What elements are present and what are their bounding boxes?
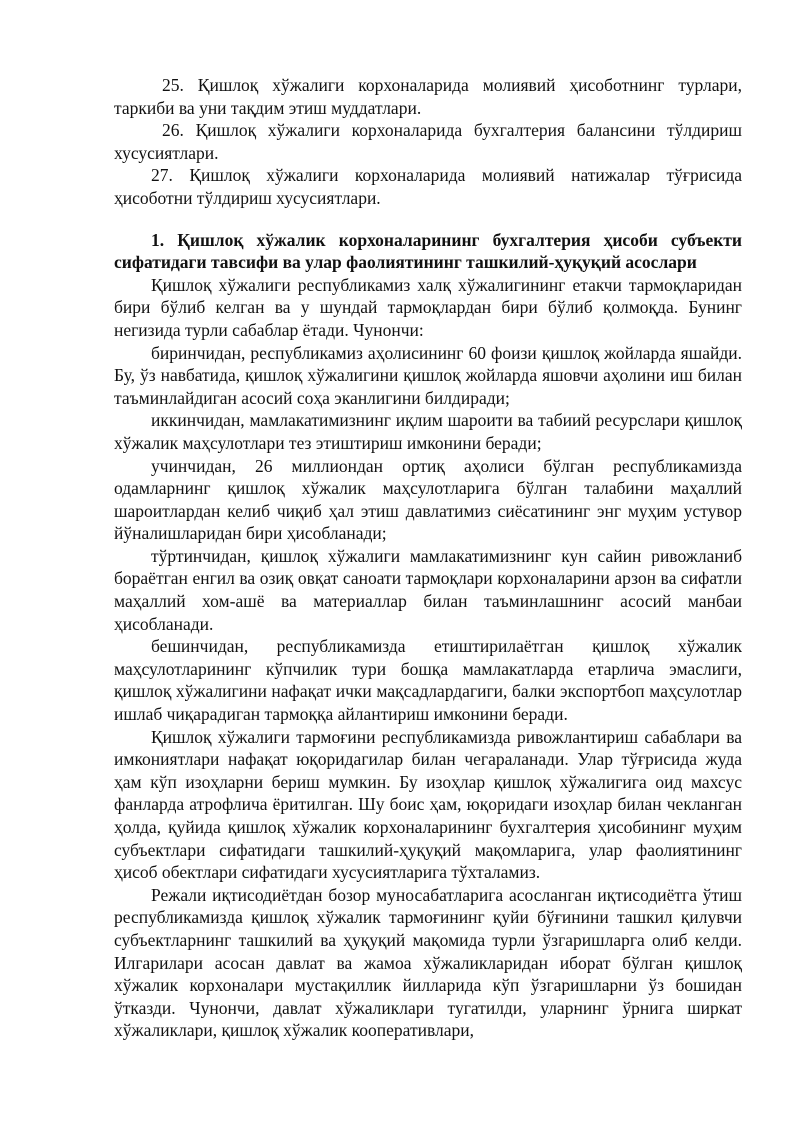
list-item-26: 26. Қишлоқ хўжалиги корхоналарида бухгалтерия балансини тўлдириш хусусиятлари. [114,120,742,163]
list-item-25: 25. Қишлоқ хўжалиги корхоналарида молиявий ҳисоботнинг турлари, таркиби ва уни тақдим этиш муддатлари. [114,75,742,118]
list-item-27: 27. Қишлоқ хўжалиги корхоналарида молиявий натижалар тўғрисида ҳисоботни тўлдириш хусусиятлари. [114,165,742,208]
document-page [114,74,742,1042]
paragraph-transition: Режали иқтисодиётдан бозор муносабатларига асосланган иқтисодиётга ўтиш республикамизда қишлоқ хўжалик тармоғининг қуйи бўғинини ташкил қилувчи субъектларнинг ташкилий ва ҳуқуқий мақомида турли ўзгаришларга олиб келди. Илгарилари асосан давлат ва жамоа хўжаликларидан иборат бўлган қишлоқ хўжалик корхоналари мустақиллик йилларида кўп ўзгаришларни ўз бошидан ўтказди. Чунончи, давлат хўжаликлари тугатилди, уларнинг ўрнига ширкат хўжаликлари, қишлоқ хўжалик кооперативлари, [114,884,742,1041]
paragraph-second: иккинчидан, мамлакатимизнинг иқлим шароити ва табиий ресурслари қишлоқ хўжалик маҳсулотлари тез этиштириш имконини беради; [114,410,742,453]
paragraph-reasons: Қишлоқ хўжалиги тармоғини республикамизда ривожлантириш сабаблари ва имкониятлари нафақат юқоридагилар билан чегараланади. Улар тўғрисида жуда ҳам кўп изоҳларни бериш мумкин. Бу изоҳлар қишлоқ хўжалигига оид махсус фанларда атрофлича ёритилган. Шу боис ҳам, юқоридаги изоҳлар билан чекланган ҳолда, қуйида қишлоқ хўжалик корхоналарининг бухгалтерия ҳисобининг муҳим субъектлари сифатидаги ташкилий-ҳуқуқий мақомларига, улар фаолиятининг ҳисоб обектлари сифатидаги хусусиятларига тўхталамиз. [114,726,742,883]
paragraph-fourth: тўртинчидан, қишлоқ хўжалиги мамлакатимизнинг кун сайин ривожланиб бораётган енгил ва озиқ овқат саноати тармоқлари корхоналарини арзон ва сифатли маҳаллий хом-ашё ва материаллар билан таъминлашнинг асосий манбаи ҳисобланади. [114,545,742,634]
paragraph-first: биринчидан, республикамиз аҳолисининг 60 фоизи қишлоқ жойларда яшайди. Бу, ўз навбатида, қишлоқ хўжалигини қишлоқ жойларда яшовчи аҳолини иш билан таъминлайдиган асосий соҳа эканлигини билдиради; [114,342,742,408]
section-heading: 1. Қишлоқ хўжалик корхоналарининг бухгалтерия ҳисоби субъекти сифатидаги тавсифи ва улар фаолиятининг ташкилий-ҳуқуқий асослари [114,229,742,273]
paragraph-fifth: бешинчидан, республикамизда етиштирилаётган қишлоқ хўжалик маҳсулотларининг кўпчилик тури бошқа мамлакатларда етарлича эмаслиги, қишлоқ хўжалигини нафақат ички мақсадлардагиги, балки экспортбоп маҳсулотлар ишлаб чиқарадиган тармоққа айлантириш имконини беради. [114,636,742,725]
paragraph-intro: Қишлоқ хўжалиги республикамиз халқ хўжалигининг етакчи тармоқларидан бири бўлиб келган ва у шундай тармоқлардан бири бўлиб қолмоқда. Бунинг негизида турли сабаблар ётади. Чунончи: [114,274,742,340]
paragraph-third: учинчидан, 26 миллиондан ортиқ аҳолиси бўлган республикамизда одамларнинг қишлоқ хўжалик маҳсулотларига бўлган талабини маҳаллий шароитлардан келиб чиқиб ҳал этиш давлатимиз сиёсатининг энг муҳим устувор йўналишларидан бири ҳисобланади; [114,455,742,544]
